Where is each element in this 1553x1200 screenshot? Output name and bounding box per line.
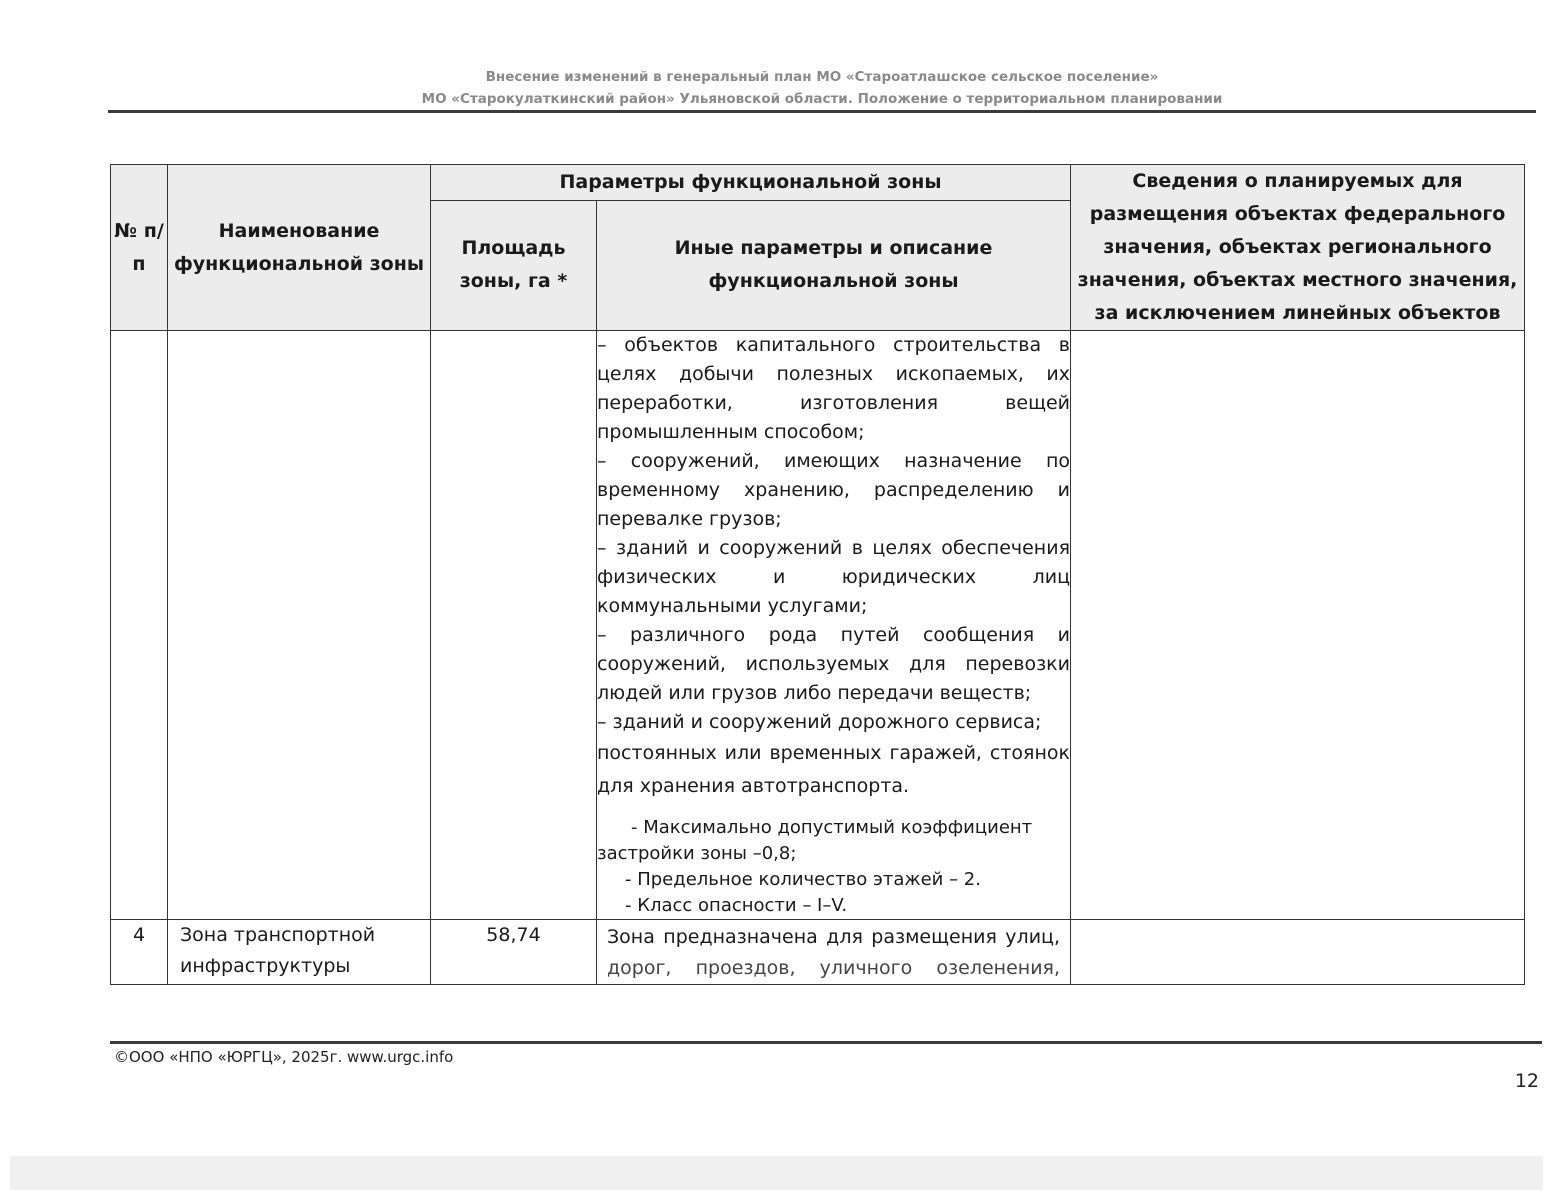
cell-area-empty	[431, 331, 597, 920]
cell-zone-description	[597, 920, 1071, 985]
table-row-continued	[111, 331, 1525, 920]
header-line-1: Внесение изменений в генеральный план МО «Староатлашское сельское поселение»	[485, 69, 1159, 85]
header-rule	[108, 110, 1536, 113]
cell-name-empty	[168, 331, 431, 920]
note-line: - Предельное количество этажей – 2.	[625, 869, 981, 890]
note-line: - Максимально допустимый коэффициент	[631, 817, 1033, 838]
header-params-group: Параметры функциональной зоны	[431, 165, 1071, 201]
cell-area: 58,74	[431, 920, 597, 985]
zone-name-line: Зона транспортной	[180, 924, 376, 946]
cell-other-params	[597, 331, 1071, 920]
document-header	[108, 66, 1536, 110]
header-zone-name: Наименование функциональной зоны	[168, 165, 431, 331]
list-item: – сооружений, имеющих назначение по временному хранению, распределению и перевалке грузов;	[597, 450, 1071, 530]
description-line: Зона предназначена для размещения улиц,	[607, 926, 1061, 948]
page-number: 12	[1514, 1070, 1539, 1092]
header-planned-objects: Сведения о планируемых для размещения объектах федерального значения, объектах регионального значения, объектах местного значения, за исключением линейных объектов	[1071, 165, 1525, 331]
list-item: постоянных или временных гаражей, стоянок для хранения автотранспорта.	[597, 742, 1071, 797]
cell-num: 4	[111, 920, 168, 985]
table-row	[111, 920, 1525, 985]
header-num: № п/п	[111, 165, 168, 331]
cell-num-empty	[111, 331, 168, 920]
list-item: – объектов капитального строительства в целях добычи полезных ископаемых, их переработки, изготовления вещей промышленным способом;	[597, 334, 1071, 443]
cell-zone-name	[168, 920, 431, 985]
copyright-text: ©ООО «НПО «ЮРГЦ», 2025г. www.urgc.info	[114, 1048, 454, 1066]
note-line: застройки зоны –0,8;	[597, 843, 797, 864]
zone-parameters-notes	[597, 815, 1070, 919]
scan-edge	[10, 1156, 1543, 1190]
header-line-2: МО «Старокулаткинский район» Ульяновской области. Положение о территориальном планировании	[421, 91, 1223, 107]
cell-objects-empty	[1071, 331, 1525, 920]
functional-zones-table	[110, 164, 1525, 985]
description-line: дорог, проездов, уличного озеленения,	[607, 957, 1061, 979]
header-other-params: Иные параметры и описание функциональной зоны	[597, 200, 1071, 330]
list-item: – зданий и сооружений в целях обеспечения физических и юридических лиц коммунальными услугами;	[597, 537, 1071, 617]
cell-objects	[1071, 920, 1525, 985]
header-area: Площадь зоны, га *	[431, 200, 597, 330]
list-item: – различного рода путей сообщения и сооружений, используемых для перевозки людей или грузов либо передачи веществ;	[597, 624, 1071, 704]
list-item: – зданий и сооружений дорожного сервиса;	[597, 711, 1042, 733]
zone-name-line: инфраструктуры	[180, 955, 351, 977]
note-line: - Класс опасности – I–V.	[625, 895, 848, 916]
footer-rule	[110, 1041, 1542, 1044]
